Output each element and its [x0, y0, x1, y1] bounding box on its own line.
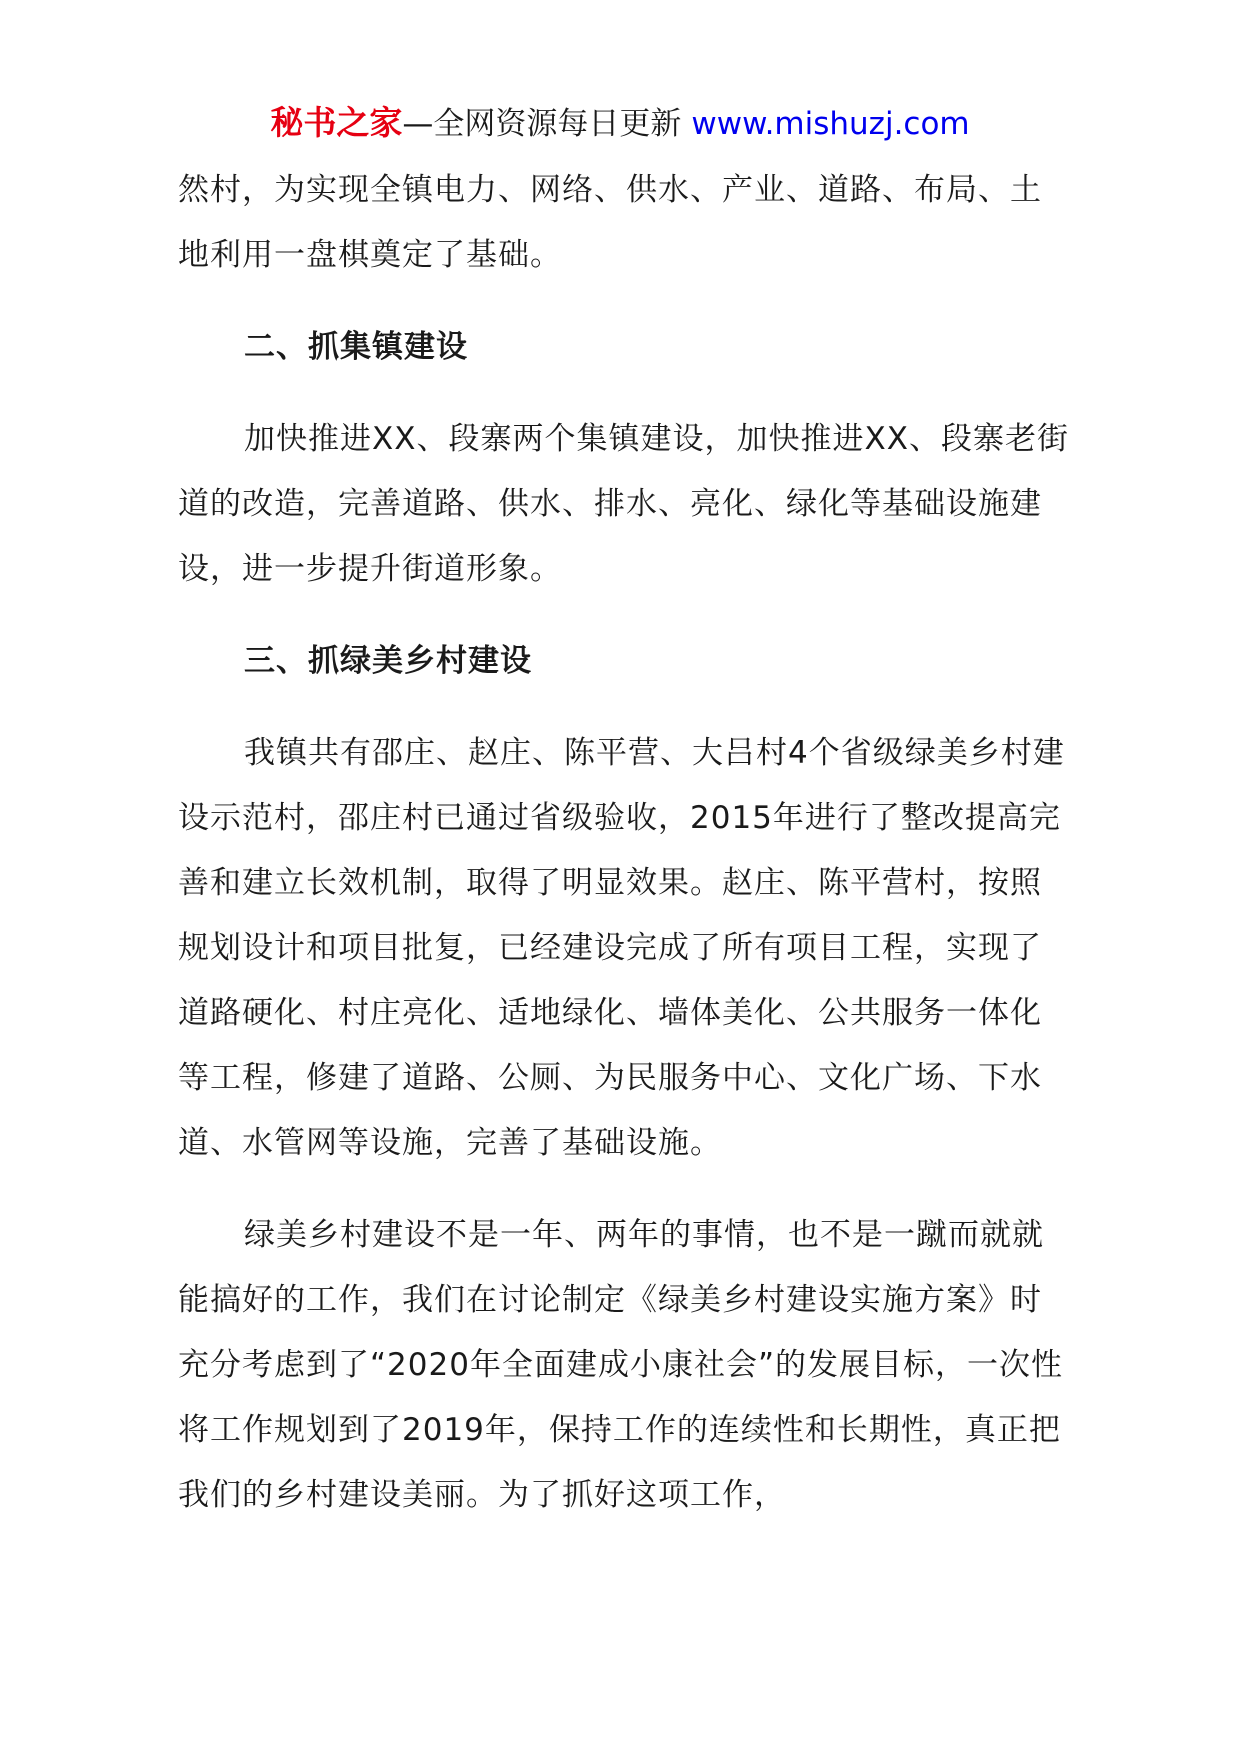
site-header [0, 100, 1240, 147]
paragraph-continuation: 然村，为实现全镇电力、网络、供水、产业、道路、布局、土地利用一盘棋奠定了基础。 [178, 172, 1042, 273]
section-heading-2: 二、抓集镇建设 [244, 329, 468, 365]
site-brand: 秘书之家 [270, 103, 403, 142]
site-url-link[interactable]: www.mishuzj.com [691, 106, 970, 142]
document-body [178, 158, 1072, 1528]
paragraph-town-construction: 加快推进XX、段寨两个集镇建设，加快推进XX、段寨老街道的改造，完善道路、供水、排水、亮化、绿化等基础设施建设，进一步提升街道形象。 [178, 421, 1069, 587]
site-tagline: —全网资源每日更新 [402, 106, 682, 142]
paragraph-green-villages: 我镇共有邵庄、赵庄、陈平营、大吕村4个省级绿美乡村建设示范村，邵庄村已通过省级验收，2015年进行了整改提高完善和建立长效机制，取得了明显效果。赵庄、陈平营村，按照规划设计和项目批复，已经建设完成了所有项目工程，实现了道路硬化、村庄亮化、适地绿化、墙体美化、公共服务一体化等工程，修建了道路、公厕、为民服务中心、文化广场、下水道、水管网等设施，完善了基础设施。 [178, 735, 1065, 1161]
paragraph-long-term-plan: 绿美乡村建设不是一年、两年的事情，也不是一蹴而就就能搞好的工作，我们在讨论制定《绿美乡村建设实施方案》时充分考虑到了“2020年全面建成小康社会”的发展目标，一次性将工作规划到了2019年，保持工作的连续性和长期性，真正把我们的乡村建设美丽。为了抓好这项工作， [178, 1217, 1064, 1513]
section-heading-3: 三、抓绿美乡村建设 [244, 643, 532, 679]
